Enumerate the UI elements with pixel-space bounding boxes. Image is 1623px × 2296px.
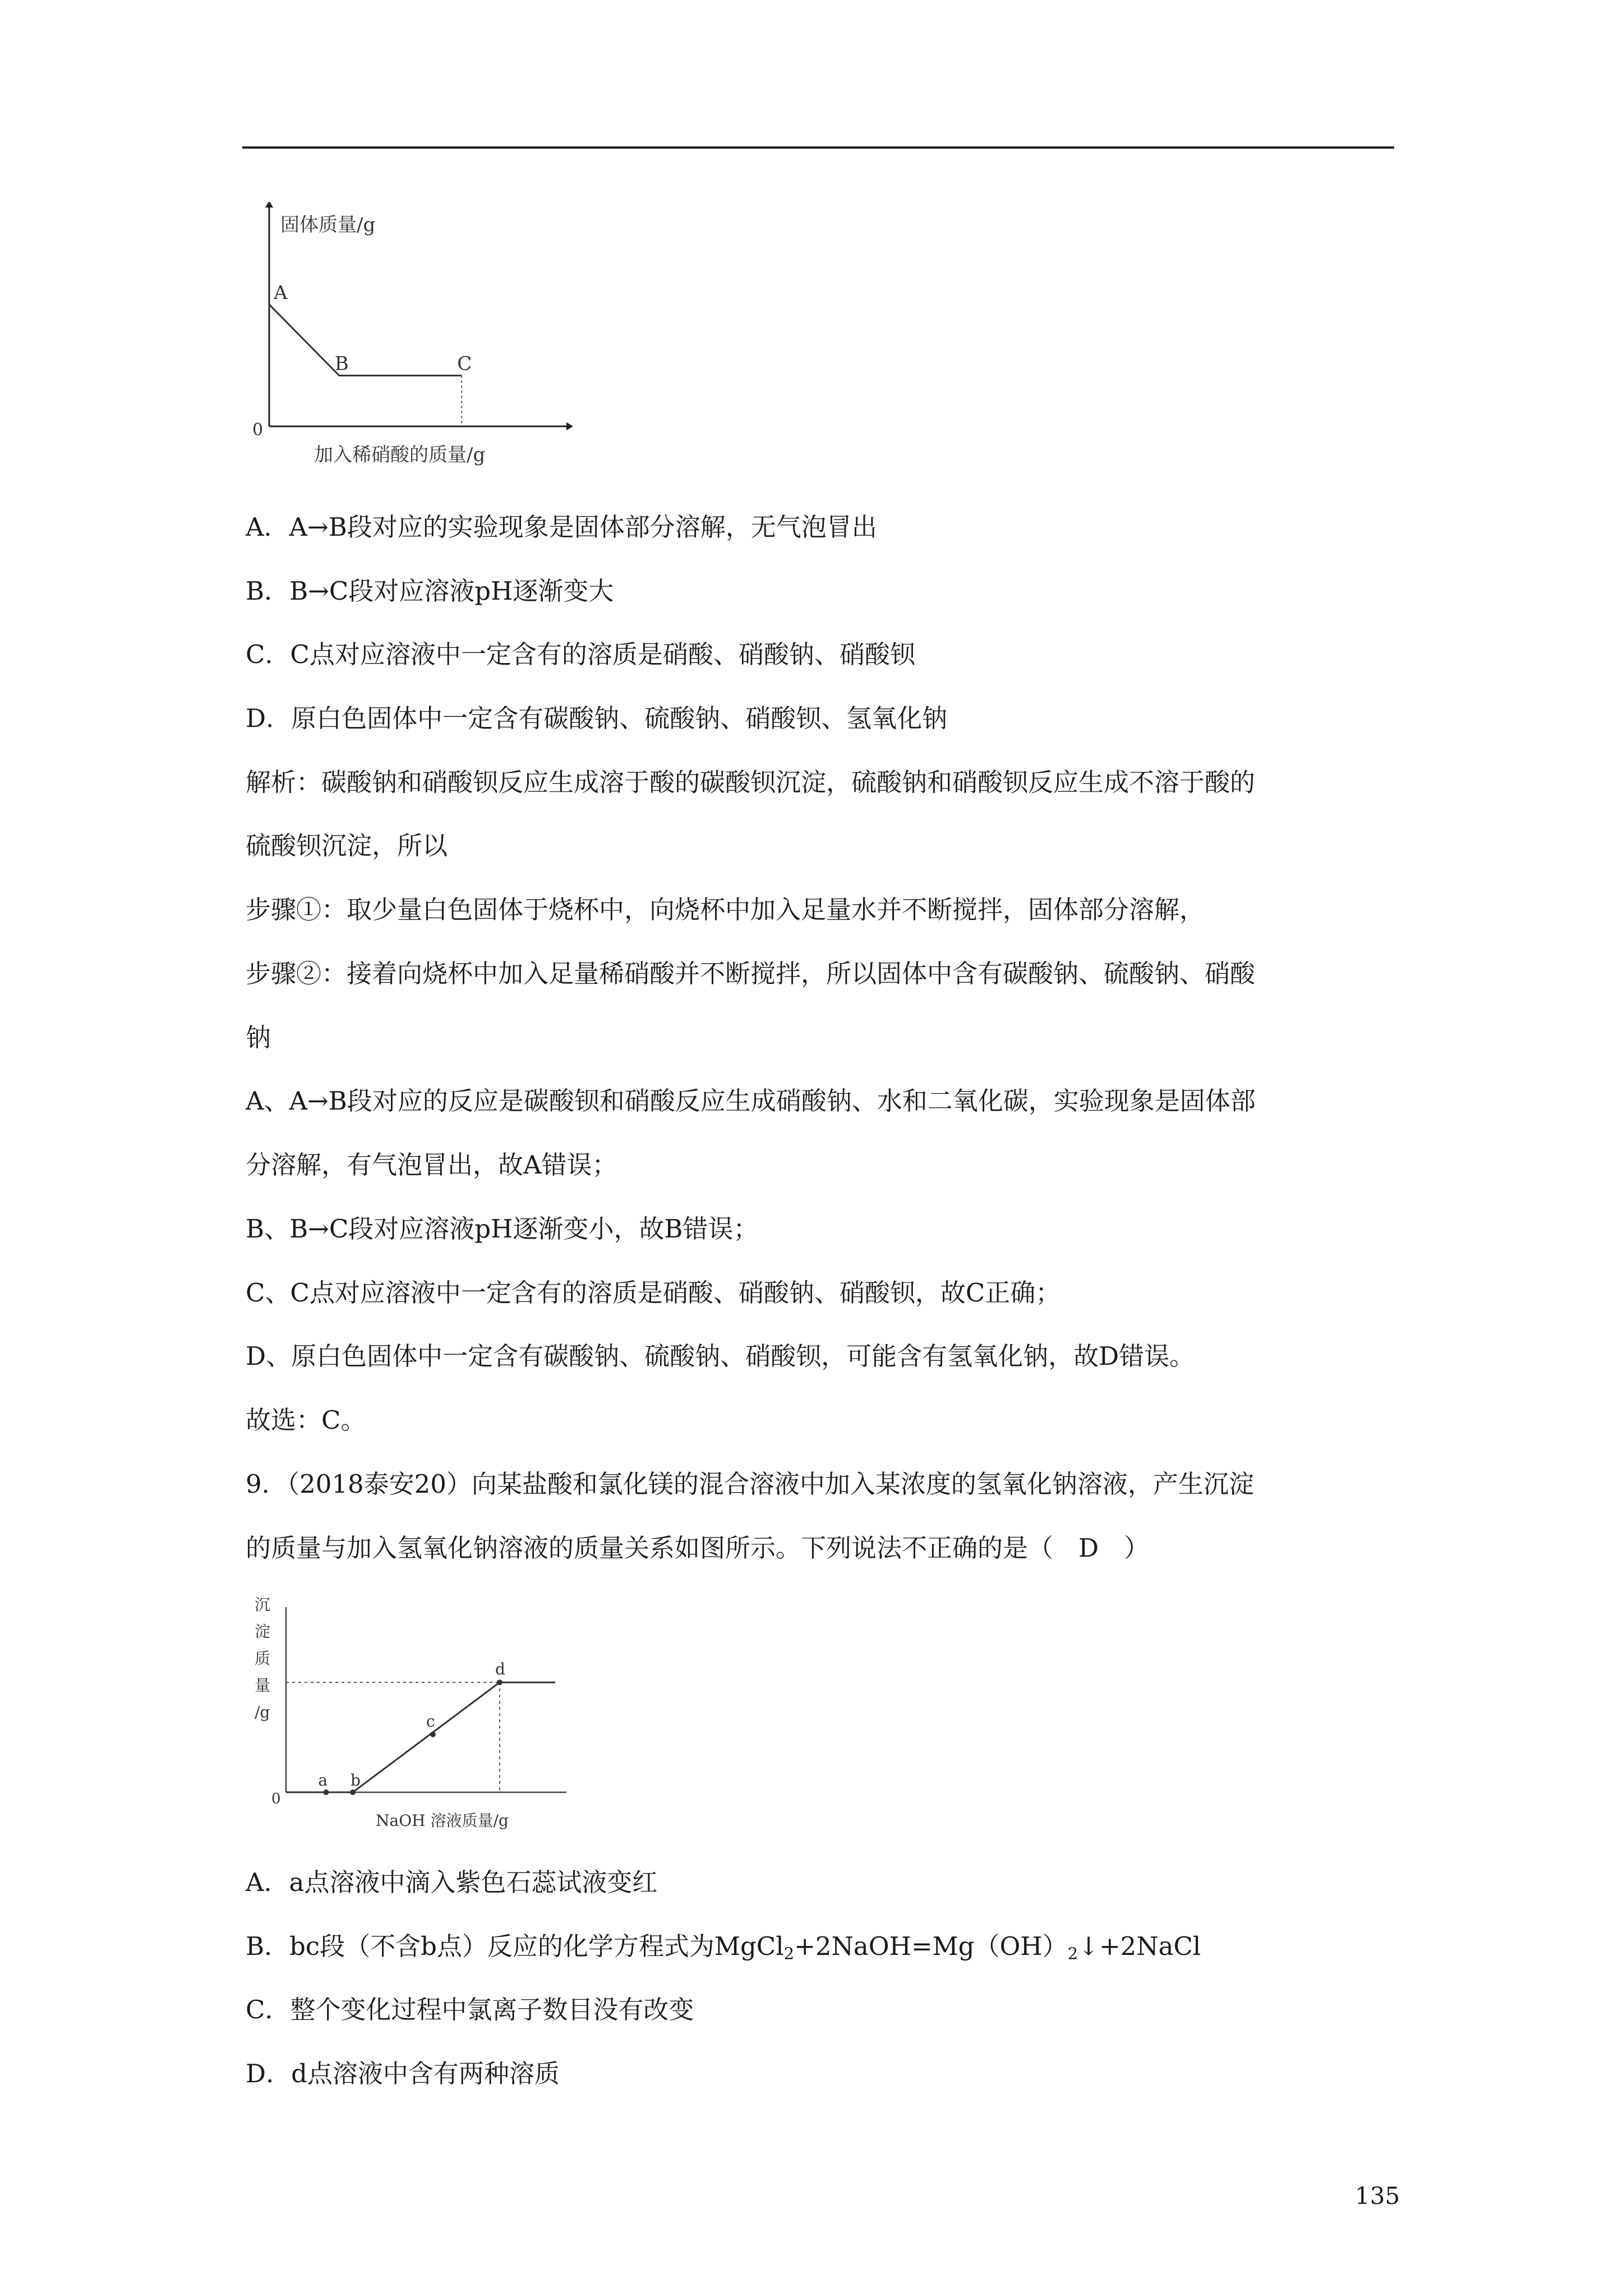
data-point <box>323 1789 329 1795</box>
origin-label: 0 <box>271 1791 281 1807</box>
analysis-option-a: A、A→B段对应的反应是碳酸钡和硝酸反应生成硝酸钠、水和二氧化碳，实验现象是固体部 <box>246 1086 1256 1116</box>
header-rule <box>242 146 1394 149</box>
q8-option-c: C．C点对应溶液中一定含有的溶质是硝酸、硝酸钠、硝酸钡 <box>246 639 915 669</box>
point-label: d <box>495 1660 505 1679</box>
x-axis-label: NaOH 溶液质量/g <box>376 1811 509 1830</box>
analysis-option-c: C、C点对应溶液中一定含有的溶质是硝酸、硝酸钠、硝酸钡，故C正确； <box>246 1278 1061 1308</box>
y-axis-label: 淀 <box>255 1622 271 1641</box>
origin-label: 0 <box>252 420 264 440</box>
y-axis-label: /g <box>255 1703 270 1722</box>
data-point <box>350 1789 356 1795</box>
q9-stem-cont: 的质量与加入氢氧化钠溶液的质量关系如图所示。下列说法不正确的是（ D ） <box>246 1533 1150 1563</box>
y-axis-label: 沉 <box>255 1595 271 1614</box>
page-number: 135 <box>1355 2182 1400 2210</box>
analysis-option-d: D、原白色固体中一定含有碳酸钠、硫酸钠、硝酸钡，可能含有氢氧化钠，故D错误。 <box>246 1341 1195 1371</box>
analysis-option-b: B、B→C段对应溶液pH逐渐变小，故B错误； <box>246 1214 759 1244</box>
q9-option-b-text: ↓+2NaCl <box>1078 1931 1201 1961</box>
y-axis-label: 量 <box>255 1676 271 1695</box>
q8-option-b: B．B→C段对应溶液pH逐渐变大 <box>246 576 614 606</box>
q8-option-a: A．A→B段对应的实验现象是固体部分溶解，无气泡冒出 <box>246 512 877 542</box>
q9-option-b <box>246 1930 1201 1970</box>
q9-option-b-text: B．bc段（不含b点）反应的化学方程式为MgCl <box>246 1931 784 1961</box>
subscript: 2 <box>783 1944 795 1963</box>
point-label: C <box>457 352 472 375</box>
analysis-line: 硫酸钡沉淀，所以 <box>246 831 448 861</box>
data-line <box>269 305 462 376</box>
q9-option-a: A．a点溶液中滴入紫色石蕊试液变红 <box>246 1867 658 1897</box>
point-label: b <box>351 1771 361 1789</box>
solid-mass-chart <box>247 202 594 494</box>
q9-option-b-text: +2NaOH=Mg（OH） <box>794 1931 1068 1961</box>
point-label: c <box>426 1711 435 1731</box>
y-axis-label: 固体质量/g <box>280 214 376 236</box>
analysis-step-2: 步骤②：接着向烧杯中加入足量稀硝酸并不断搅拌，所以固体中含有碳酸钠、硫酸钠、硝酸 <box>246 959 1256 988</box>
point-label: a <box>318 1771 328 1789</box>
precipitate-mass-chart <box>247 1593 594 1851</box>
data-point <box>430 1732 436 1737</box>
analysis-option-a-cont: 分溶解，有气泡冒出，故A错误； <box>246 1150 617 1180</box>
x-axis-arrow-icon <box>566 422 573 430</box>
analysis-step-1: 步骤①：取少量白色固体于烧杯中，向烧杯中加入足量水并不断搅拌，固体部分溶解， <box>246 895 1205 924</box>
point-label: B <box>334 352 349 375</box>
answer-line: 故选：C。 <box>246 1405 366 1435</box>
analysis-line: 钠 <box>246 1023 271 1052</box>
q8-option-d: D．原白色固体中一定含有碳酸钠、硫酸钠、硝酸钡、氢氧化钠 <box>246 703 948 733</box>
q9-option-c: C．整个变化过程中氯离子数目没有改变 <box>246 1995 694 2024</box>
q9-option-d: D．d点溶液中含有两种溶质 <box>246 2059 560 2088</box>
y-axis-arrow-icon <box>265 202 273 208</box>
point-label: A <box>274 281 288 304</box>
analysis-line: 解析：碳酸钠和硝酸钡反应生成溶于酸的碳酸钡沉淀，硫酸钠和硝酸钡反应生成不溶于酸的 <box>246 767 1256 797</box>
data-point <box>497 1680 502 1685</box>
y-axis-label: 质 <box>255 1649 271 1668</box>
subscript: 2 <box>1067 1944 1078 1963</box>
q9-stem: 9．（2018泰安20）向某盐酸和氯化镁的混合溶液中加入某浓度的氢氧化钠溶液，产生沉淀 <box>246 1469 1254 1499</box>
x-axis-label: 加入稀硝酸的质量/g <box>314 444 486 466</box>
